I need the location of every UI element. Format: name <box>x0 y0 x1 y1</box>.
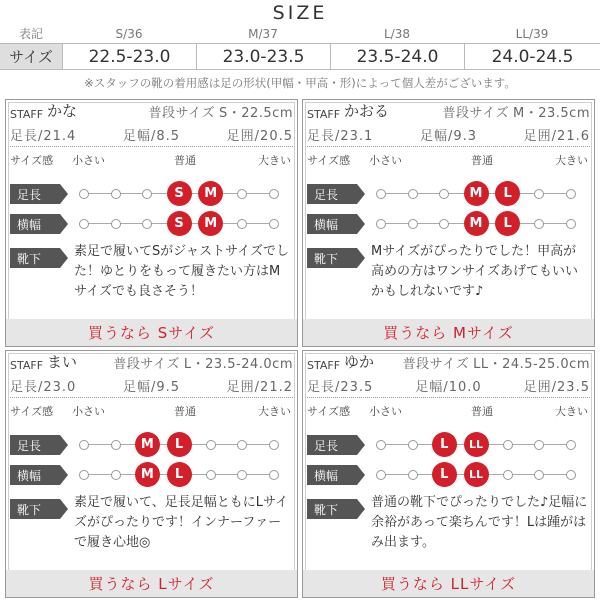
scale-dot <box>376 219 386 229</box>
scale-dot <box>79 219 89 229</box>
staff-label: STAFF <box>307 108 341 121</box>
fit-scale-title: サイズ感 <box>10 154 54 167</box>
usual-size-label: 普段サイズ <box>113 357 180 372</box>
staff-header <box>307 103 590 121</box>
socks-label: 靴下 <box>10 248 60 268</box>
usual-size <box>443 102 590 121</box>
usual-size-value: M・23.5cm <box>513 106 590 121</box>
header-cell: LL/39 <box>515 26 549 41</box>
size-table <box>0 24 600 70</box>
size-marker: L <box>432 432 457 457</box>
fit-note: ※スタッフの靴の着用感は足の形状(甲幅・甲高・形)によって個人差がございます。 <box>84 76 516 90</box>
scale-big-label: 大きい <box>555 154 588 167</box>
scale-dot <box>111 440 121 450</box>
scale-big-label: 大きい <box>555 405 588 418</box>
scale-small-label: 小さい <box>369 154 402 167</box>
scale-dot <box>503 440 513 450</box>
dotted-divider <box>10 146 293 147</box>
scale-dot <box>534 470 544 480</box>
usual-size-value: S・22.5cm <box>218 106 293 121</box>
scale-dot <box>237 189 247 199</box>
staff-comment: 素足で履いてSがジャストサイズでした！ゆとりをもって履きたい方はMサイズでも良さそう！ <box>74 244 289 299</box>
size-marker: L <box>495 211 520 236</box>
usual-size-value: LL・24.5-25.0cm <box>473 357 590 372</box>
scale-dot <box>503 470 513 480</box>
foot-measurement: 足囲/21.6 <box>523 129 590 144</box>
usual-size-label: 普段サイズ <box>148 106 215 121</box>
scale-dot <box>79 470 89 480</box>
fit-scale-header <box>307 403 588 419</box>
length-scale <box>381 184 571 204</box>
scale-dot <box>111 470 121 480</box>
staff-label: STAFF <box>307 359 341 372</box>
scale-dot <box>439 189 449 199</box>
length-scale <box>84 184 274 204</box>
width-label: 横幅 <box>307 214 357 234</box>
scale-dot <box>79 189 89 199</box>
staff-header <box>10 354 293 372</box>
scale-dot <box>269 440 279 450</box>
width-scale <box>381 214 571 234</box>
scale-dot <box>408 219 418 229</box>
scale-dot <box>376 440 386 450</box>
socks-label: 靴下 <box>307 499 357 519</box>
size-marker: M <box>135 462 160 487</box>
staff-header <box>10 103 293 121</box>
scale-small-label: 小さい <box>369 405 402 418</box>
usual-size-label: 普段サイズ <box>442 106 510 121</box>
scale-dot <box>376 189 386 199</box>
foot-measurement: 足囲/21.2 <box>226 380 293 395</box>
width-label: 横幅 <box>10 465 60 485</box>
socks-label: 靴下 <box>307 248 357 268</box>
scale-dot <box>408 189 418 199</box>
staff-name: かな <box>47 102 78 120</box>
scale-dot <box>534 440 544 450</box>
recommend-size: 買うなら LLサイズ <box>303 570 594 597</box>
scale-dot <box>111 219 121 229</box>
foot-measurements <box>10 376 293 394</box>
scale-normal-label: 普通 <box>471 405 493 418</box>
size-value: 24.0-24.5 <box>464 44 600 69</box>
header-cell: L/38 <box>384 26 410 41</box>
fit-scale-header <box>10 403 291 419</box>
foot-measurements <box>307 125 590 143</box>
fit-scale-title: サイズ感 <box>307 405 351 418</box>
size-marker: LL <box>464 462 489 487</box>
foot-measurement: 足囲/23.5 <box>523 380 590 395</box>
scale-dot <box>237 219 247 229</box>
length-label: 足長 <box>307 184 357 204</box>
foot-measurement: 足幅/9.3 <box>419 129 478 144</box>
recommend-size: 買うなら Mサイズ <box>303 319 594 346</box>
size-marker: S <box>167 211 192 236</box>
length-scale <box>381 435 571 455</box>
fit-scale-title: サイズ感 <box>307 154 351 167</box>
size-marker: M <box>464 211 489 236</box>
size-marker: L <box>167 462 192 487</box>
foot-measurement: 足長/23.1 <box>307 129 374 144</box>
socks-label: 靴下 <box>10 499 60 519</box>
usual-size-value: L・23.5-24.0cm <box>183 357 293 372</box>
size-marker: LL <box>464 432 489 457</box>
foot-measurement: 足幅/10.0 <box>415 380 482 395</box>
staff-card <box>5 350 298 598</box>
scale-dot <box>566 470 576 480</box>
page-title: SIZE <box>272 2 328 24</box>
dotted-divider <box>10 397 293 398</box>
scale-dot <box>439 219 449 229</box>
staff-name: まい <box>47 353 78 371</box>
staff-card <box>302 350 595 598</box>
scale-dot <box>237 440 247 450</box>
recommend-size: 買うなら Sサイズ <box>6 319 297 346</box>
foot-measurement: 足幅/8.5 <box>122 129 181 144</box>
header-cell: 表記 <box>18 27 43 41</box>
scale-dot <box>142 219 152 229</box>
staff-card <box>302 99 595 347</box>
length-label: 足長 <box>307 435 357 455</box>
fit-scale-header <box>10 152 291 168</box>
scale-dot <box>206 470 216 480</box>
scale-normal-label: 普通 <box>471 154 493 167</box>
scale-dot <box>566 189 576 199</box>
staff-name: ゆか <box>344 353 375 371</box>
recommend-size: 買うなら Lサイズ <box>6 570 297 597</box>
scale-big-label: 大きい <box>258 154 291 167</box>
size-value: 23.0-23.5 <box>196 44 330 69</box>
scale-small-label: 小さい <box>72 405 105 418</box>
size-marker: L <box>432 462 457 487</box>
header-cell: M/37 <box>248 26 278 41</box>
scale-dot <box>408 470 418 480</box>
size-marker: L <box>167 432 192 457</box>
staff-card <box>5 99 298 347</box>
size-marker: M <box>464 181 489 206</box>
staff-header <box>307 354 590 372</box>
scale-dot <box>79 440 89 450</box>
scale-dot <box>237 470 247 480</box>
scale-dot <box>269 470 279 480</box>
width-scale <box>84 214 274 234</box>
size-table-header <box>0 24 600 43</box>
usual-size <box>403 353 590 372</box>
dotted-divider <box>307 397 590 398</box>
size-value: 23.5-24.0 <box>330 44 464 69</box>
fit-scale-header <box>307 152 588 168</box>
scale-dot <box>376 470 386 480</box>
staff-label: STAFF <box>10 108 44 121</box>
scale-dot <box>534 219 544 229</box>
size-marker: S <box>167 181 192 206</box>
size-marker: M <box>198 181 223 206</box>
width-label: 横幅 <box>307 465 357 485</box>
scale-dot <box>206 440 216 450</box>
foot-measurements <box>10 125 293 143</box>
size-marker: M <box>198 211 223 236</box>
usual-size <box>149 102 293 121</box>
foot-measurements <box>307 376 590 394</box>
scale-normal-label: 普通 <box>174 154 196 167</box>
length-scale <box>84 435 274 455</box>
scale-big-label: 大きい <box>258 405 291 418</box>
staff-comment: 素足で履いて、足長足幅ともにLサイズがぴったりです！インナーファーで履き心地◎ <box>74 495 289 550</box>
scale-dot <box>566 219 576 229</box>
scale-normal-label: 普通 <box>174 405 196 418</box>
size-value: 22.5-23.0 <box>62 44 196 69</box>
scale-dot <box>566 440 576 450</box>
scale-dot <box>142 189 152 199</box>
staff-label: STAFF <box>10 359 44 372</box>
size-marker: M <box>135 432 160 457</box>
foot-measurement: 足長/21.4 <box>10 129 77 144</box>
foot-measurement: 足囲/20.5 <box>226 129 293 144</box>
scale-dot <box>408 440 418 450</box>
staff-comment: 普通の靴下でぴったりでした♪足幅に余裕があって楽ちんです！Lは踵がはみ出ます。 <box>371 495 588 550</box>
foot-measurement: 足長/23.5 <box>307 380 374 395</box>
length-label: 足長 <box>10 184 60 204</box>
scale-dot <box>269 219 279 229</box>
scale-small-label: 小さい <box>72 154 105 167</box>
header-cell: S/36 <box>115 26 143 41</box>
foot-measurement: 足長/23.0 <box>10 380 77 395</box>
row-label: サイズ <box>0 44 62 69</box>
width-label: 横幅 <box>10 214 60 234</box>
staff-name: かおる <box>344 102 390 120</box>
usual-size <box>113 353 293 372</box>
fit-scale-title: サイズ感 <box>10 405 54 418</box>
size-table-row <box>0 43 600 70</box>
width-scale <box>381 465 571 485</box>
length-label: 足長 <box>10 435 60 455</box>
size-marker: L <box>495 181 520 206</box>
width-scale <box>84 465 274 485</box>
foot-measurement: 足幅/9.5 <box>122 380 181 395</box>
scale-dot <box>111 189 121 199</box>
dotted-divider <box>307 146 590 147</box>
staff-comment: Mサイズがぴったりでした！甲高が高めの方はワンサイズあげてもいいかもしれないです♪ <box>371 244 578 299</box>
scale-dot <box>269 189 279 199</box>
usual-size-label: 普段サイズ <box>402 357 470 372</box>
scale-dot <box>534 189 544 199</box>
